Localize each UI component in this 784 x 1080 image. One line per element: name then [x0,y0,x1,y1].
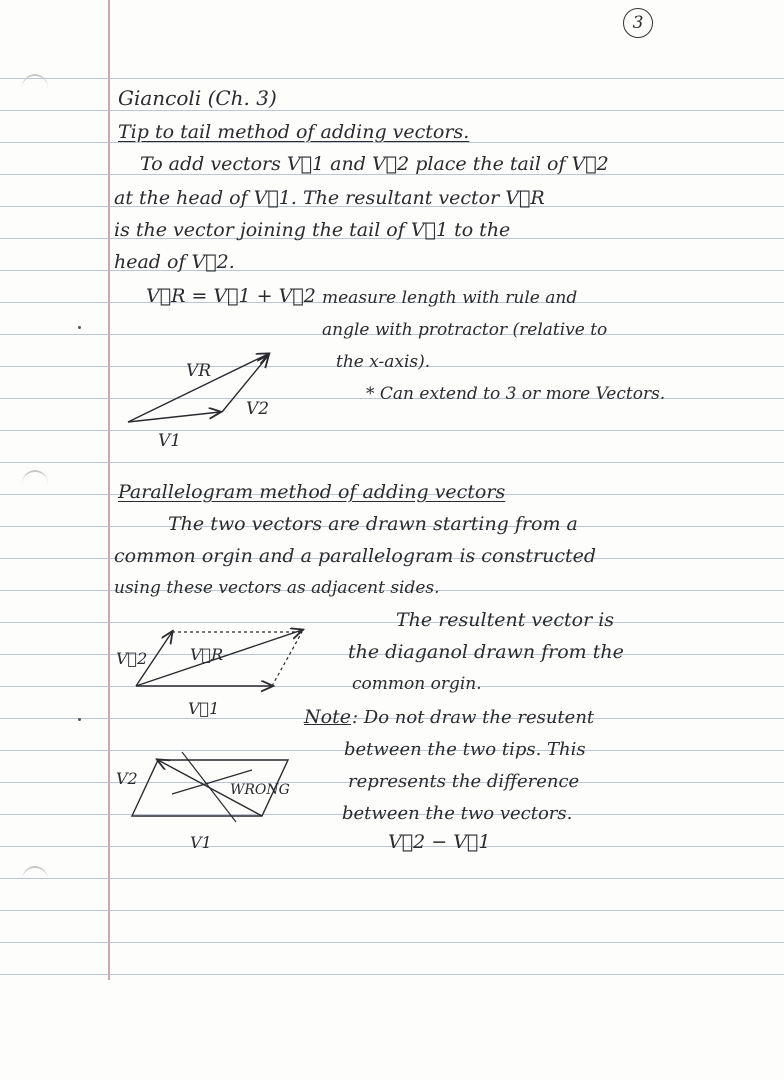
punch-hole [22,470,48,498]
tip-to-tail-diagram [116,336,316,456]
label-v2: V⃗2 [116,649,148,668]
text-line: is the vector joining the tail of V⃗1 to the [114,219,511,241]
text-line: represents the difference [348,771,580,792]
text-line: between the two vectors. [342,803,573,824]
heading-tip-to-tail: Tip to tail method of adding vectors. [118,121,470,143]
punch-hole [22,74,48,102]
speck [78,326,81,329]
text-line: : Do not draw the resutent [352,707,595,728]
speck [78,718,81,721]
text-line: head of V⃗2. [114,251,235,273]
text-line: * Can extend to 3 or more Vectors. [366,384,666,404]
parallelogram-right-edge [272,632,302,686]
label-v2: V2 [246,399,270,419]
punch-hole [22,866,48,894]
equation-difference: V⃗2 − V⃗1 [388,831,491,853]
cross-out-stroke [182,752,236,822]
text-line: at the head of V⃗1. The resultant vector V⃗R [114,187,545,209]
heading-chapter: Giancoli (Ch. 3) [118,86,277,110]
text-line: the diaganol drawn from the [348,641,624,663]
label-v1: V1 [190,833,212,852]
heading-parallelogram: Parallelogram method of adding vectors [118,481,506,503]
text-line: angle with protractor (relative to [322,320,608,340]
text-line: The resultent vector is [396,609,615,631]
note-label: Note [304,706,351,728]
page-number: 3 [623,8,653,38]
label-v1: V1 [158,431,182,451]
text-line: measure length with rule and [322,288,578,308]
text-line: the x-axis). [336,352,431,372]
vector-v1 [128,412,220,422]
text-line: between the two tips. This [344,739,586,760]
text-line: To add vectors V⃗1 and V⃗2 place the tail of V⃗2 [140,153,609,175]
text-line: The two vectors are drawn starting from a [168,513,578,535]
label-wrong: WRONG [230,782,290,798]
margin-line [108,0,110,980]
equation-resultant: V⃗R = V⃗1 + V⃗2 [146,285,316,307]
label-v2: V2 [116,769,138,788]
label-vr: V⃗R [190,645,224,664]
text-line: using these vectors as adjacent sides. [114,578,440,598]
wrong-diagram [112,744,312,854]
parallelogram-diagram [112,620,312,720]
label-vr: VR [186,361,212,381]
text-line: common orgin and a parallelogram is constructed [114,545,597,567]
text-line: common orgin. [352,674,482,694]
label-v1: V⃗1 [188,699,220,718]
